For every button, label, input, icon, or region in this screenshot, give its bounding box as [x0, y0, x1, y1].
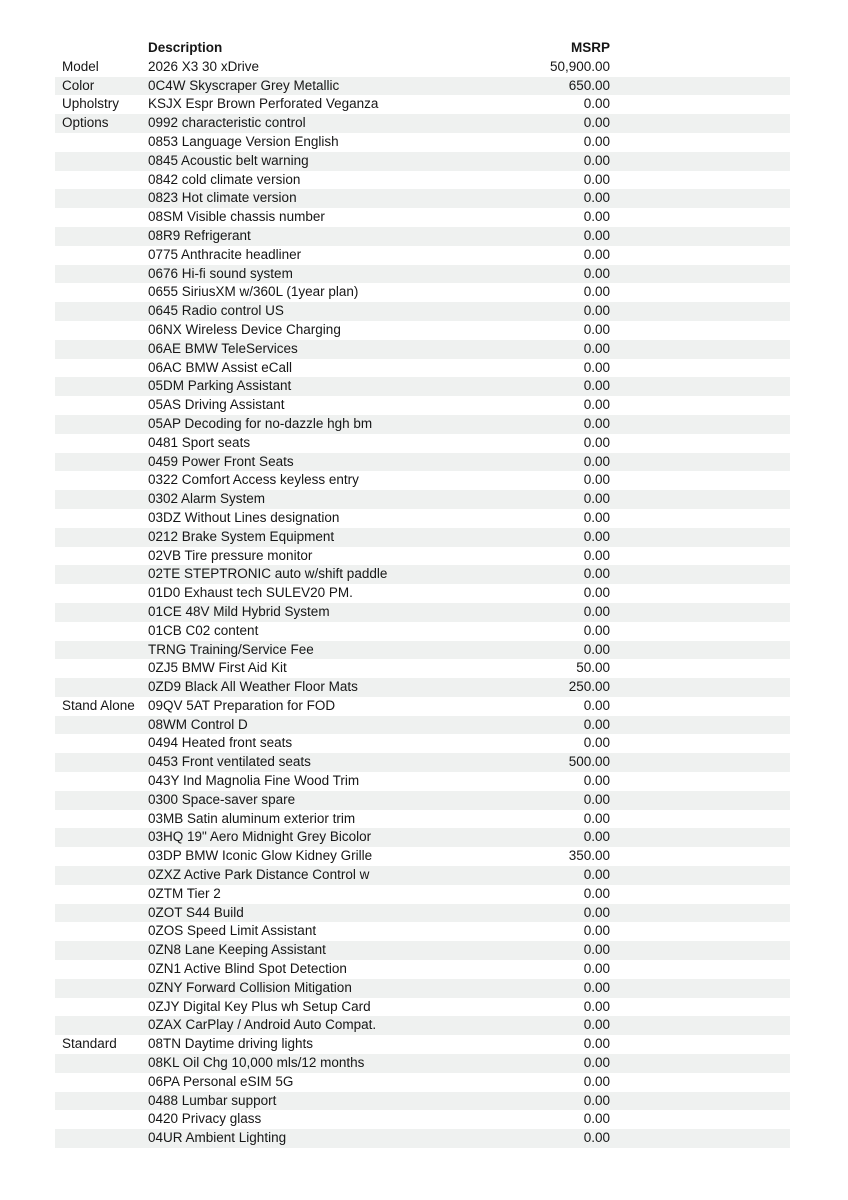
table-row — [55, 415, 790, 434]
table-row — [55, 791, 790, 810]
row-description: 0453 Front ventilated seats — [148, 754, 311, 770]
row-msrp-value: 0.00 — [583, 1130, 610, 1146]
row-msrp-value: 0.00 — [583, 998, 610, 1014]
table-row — [55, 716, 790, 735]
row-msrp-value: 0.00 — [583, 321, 610, 337]
row-description: 06PA Personal eSIM 5G — [148, 1073, 294, 1089]
vehicle-pricing-table — [55, 39, 790, 1148]
table-row — [55, 453, 790, 472]
row-description: 06NX Wireless Device Charging — [148, 321, 341, 337]
row-msrp-value: 0.00 — [583, 979, 610, 995]
table-row — [55, 1092, 790, 1111]
row-msrp-value: 0.00 — [583, 133, 610, 149]
row-description: 08SM Visible chassis number — [148, 209, 325, 225]
row-msrp-value: 500.00 — [568, 754, 610, 770]
table-row — [55, 359, 790, 378]
row-msrp-value: 0.00 — [583, 773, 610, 789]
row-description: 0ZJY Digital Key Plus wh Setup Card — [148, 998, 371, 1014]
table-row — [55, 979, 790, 998]
row-description: 04UR Ambient Lighting — [148, 1130, 287, 1146]
row-category-label: Model — [62, 58, 99, 74]
row-msrp-value: 0.00 — [583, 1036, 610, 1052]
row-msrp-value: 0.00 — [583, 453, 610, 469]
row-description: 0ZTM Tier 2 — [148, 885, 221, 901]
row-msrp-value: 0.00 — [583, 378, 610, 394]
description-column-header: Description — [148, 40, 223, 55]
row-msrp-value: 0.00 — [583, 622, 610, 638]
row-description: 0676 Hi-fi sound system — [148, 265, 293, 281]
row-msrp-value: 0.00 — [583, 1017, 610, 1033]
table-row — [55, 866, 790, 885]
table-row — [55, 697, 790, 716]
table-row — [55, 283, 790, 302]
row-description: 0655 SiriusXM w/360L (1year plan) — [148, 284, 359, 300]
table-row — [55, 753, 790, 772]
row-msrp-value: 0.00 — [583, 867, 610, 883]
row-msrp-value: 0.00 — [583, 547, 610, 563]
row-description: 0ZNY Forward Collision Mitigation — [148, 979, 352, 995]
table-row — [55, 603, 790, 622]
table-row — [55, 490, 790, 509]
row-msrp-value: 0.00 — [583, 791, 610, 807]
row-description: 0853 Language Version English — [148, 133, 339, 149]
row-msrp-value: 0.00 — [583, 904, 610, 920]
table-row — [55, 734, 790, 753]
row-msrp-value: 0.00 — [583, 284, 610, 300]
row-msrp-value: 0.00 — [583, 190, 610, 206]
row-description: 01CB C02 content — [148, 622, 259, 638]
row-msrp-value: 0.00 — [583, 491, 610, 507]
row-category-label: Options — [62, 115, 109, 131]
row-msrp-value: 650.00 — [568, 77, 610, 93]
row-description: 05AS Driving Assistant — [148, 397, 285, 413]
row-msrp-value: 0.00 — [583, 961, 610, 977]
row-msrp-value: 0.00 — [583, 810, 610, 826]
row-msrp-value: 0.00 — [583, 885, 610, 901]
table-row — [55, 208, 790, 227]
table-row — [55, 77, 790, 96]
row-description: 0302 Alarm System — [148, 491, 266, 507]
row-msrp-value: 0.00 — [583, 434, 610, 450]
row-description: 0C4W Skyscraper Grey Metallic — [148, 77, 340, 93]
row-description: 0322 Comfort Access keyless entry — [148, 472, 359, 488]
row-description: 0ZOS Speed Limit Assistant — [148, 923, 317, 939]
table-row — [55, 584, 790, 603]
table-row — [55, 396, 790, 415]
table-row — [55, 246, 790, 265]
row-msrp-value: 0.00 — [583, 641, 610, 657]
table-row — [55, 678, 790, 697]
table-row — [55, 1035, 790, 1054]
table-row — [55, 340, 790, 359]
row-description: 0645 Radio control US — [148, 303, 284, 319]
row-description: 0420 Privacy glass — [148, 1111, 262, 1127]
row-msrp-value: 0.00 — [583, 603, 610, 619]
row-msrp-value: 0.00 — [583, 171, 610, 187]
row-description: 0842 cold climate version — [148, 171, 301, 187]
table-row — [55, 1073, 790, 1092]
table-row — [55, 941, 790, 960]
row-description: 08WM Control D — [148, 716, 248, 732]
row-msrp-value: 0.00 — [583, 415, 610, 431]
msrp-column-header: MSRP — [570, 40, 610, 55]
row-msrp-value: 0.00 — [583, 96, 610, 112]
row-description: 08R9 Refrigerant — [148, 227, 251, 243]
row-description: 0488 Lumbar support — [148, 1092, 277, 1108]
table-row — [55, 189, 790, 208]
table-header-row — [55, 39, 790, 58]
row-msrp-value: 0.00 — [583, 528, 610, 544]
table-row — [55, 58, 790, 77]
table-row — [55, 960, 790, 979]
row-description: 0992 characteristic control — [148, 115, 306, 131]
row-description: 0ZJ5 BMW First Aid Kit — [148, 660, 287, 676]
row-msrp-value: 0.00 — [583, 227, 610, 243]
row-description: 043Y Ind Magnolia Fine Wood Trim — [148, 773, 360, 789]
row-category-label: Color — [62, 77, 95, 93]
row-description: 0481 Sport seats — [148, 434, 251, 450]
row-description: 0300 Space-saver spare — [148, 791, 296, 807]
table-row — [55, 227, 790, 246]
table-row — [55, 641, 790, 660]
row-description: 03HQ 19" Aero Midnight Grey Bicolor — [148, 829, 372, 845]
table-row — [55, 998, 790, 1017]
row-msrp-value: 0.00 — [583, 735, 610, 751]
row-msrp-value: 0.00 — [583, 397, 610, 413]
row-description: KSJX Espr Brown Perforated Veganza — [148, 96, 379, 112]
row-msrp-value: 0.00 — [583, 1055, 610, 1071]
row-msrp-value: 0.00 — [583, 152, 610, 168]
row-description: 2026 X3 30 xDrive — [148, 58, 260, 74]
row-msrp-value: 0.00 — [583, 942, 610, 958]
row-description: 01CE 48V Mild Hybrid System — [148, 603, 330, 619]
row-msrp-value: 0.00 — [583, 340, 610, 356]
row-msrp-value: 0.00 — [583, 265, 610, 281]
row-msrp-value: 0.00 — [583, 472, 610, 488]
row-msrp-value: 0.00 — [583, 1111, 610, 1127]
row-description: 0ZN1 Active Blind Spot Detection — [148, 961, 347, 977]
row-msrp-value: 0.00 — [583, 246, 610, 262]
row-msrp-value: 0.00 — [583, 923, 610, 939]
table-row — [55, 1016, 790, 1035]
table-row — [55, 152, 790, 171]
table-row — [55, 772, 790, 791]
row-description: 0ZN8 Lane Keeping Assistant — [148, 942, 326, 958]
row-msrp-value: 0.00 — [583, 209, 610, 225]
row-msrp-value: 0.00 — [583, 716, 610, 732]
table-row — [55, 133, 790, 152]
row-description: 0775 Anthracite headliner — [148, 246, 302, 262]
row-msrp-value: 250.00 — [568, 679, 610, 695]
row-msrp-value: 350.00 — [568, 848, 610, 864]
table-body — [55, 58, 790, 1148]
row-category-label: Standard — [62, 1036, 117, 1052]
row-msrp-value: 0.00 — [583, 697, 610, 713]
row-description: 0ZOT S44 Build — [148, 904, 244, 920]
row-msrp-value: 0.00 — [583, 566, 610, 582]
row-description: 03MB Satin aluminum exterior trim — [148, 810, 356, 826]
table-row — [55, 321, 790, 340]
row-description: 0212 Brake System Equipment — [148, 528, 335, 544]
row-msrp-value: 0.00 — [583, 585, 610, 601]
row-msrp-value: 0.00 — [583, 303, 610, 319]
row-description: TRNG Training/Service Fee — [148, 641, 314, 657]
table-row — [55, 810, 790, 829]
row-description: 06AE BMW TeleServices — [148, 340, 298, 356]
row-description: 0494 Heated front seats — [148, 735, 293, 751]
row-description: 09QV 5AT Preparation for FOD — [148, 697, 336, 713]
row-description: 03DP BMW Iconic Glow Kidney Grille — [148, 848, 373, 864]
table-row — [55, 509, 790, 528]
row-description: 01D0 Exhaust tech SULEV20 PM. — [148, 585, 353, 601]
row-msrp-value: 0.00 — [583, 359, 610, 375]
table-row — [55, 171, 790, 190]
table-row — [55, 95, 790, 114]
row-description: 0459 Power Front Seats — [148, 453, 294, 469]
row-msrp-value: 50,900.00 — [549, 58, 610, 74]
table-row — [55, 565, 790, 584]
row-description: 05AP Decoding for no-dazzle hgh bm — [148, 415, 373, 431]
table-row — [55, 528, 790, 547]
row-msrp-value: 0.00 — [583, 829, 610, 845]
table-row — [55, 885, 790, 904]
row-msrp-value: 0.00 — [583, 509, 610, 525]
row-description: 0ZAX CarPlay / Android Auto Compat. — [148, 1017, 377, 1033]
row-description: 08TN Daytime driving lights — [148, 1036, 314, 1052]
table-row — [55, 377, 790, 396]
row-msrp-value: 0.00 — [583, 1092, 610, 1108]
row-msrp-value: 50.00 — [576, 660, 610, 676]
row-msrp-value: 0.00 — [583, 1073, 610, 1089]
row-description: 0ZD9 Black All Weather Floor Mats — [148, 679, 358, 695]
row-category-label: Stand Alone — [62, 697, 135, 713]
row-msrp-value: 0.00 — [583, 115, 610, 131]
row-category-label: Upholstry — [62, 96, 120, 112]
table-row — [55, 659, 790, 678]
table-row — [55, 1129, 790, 1148]
table-row — [55, 114, 790, 133]
row-description: 0845 Acoustic belt warning — [148, 152, 309, 168]
table-row — [55, 922, 790, 941]
row-description: 06AC BMW Assist eCall — [148, 359, 293, 375]
table-row — [55, 471, 790, 490]
table-row — [55, 828, 790, 847]
table-row — [55, 265, 790, 284]
row-description: 0823 Hot climate version — [148, 190, 297, 206]
table-row — [55, 622, 790, 641]
table-row — [55, 1110, 790, 1129]
table-row — [55, 904, 790, 923]
table-row — [55, 547, 790, 566]
row-description: 02TE STEPTRONIC auto w/shift paddle — [148, 566, 388, 582]
row-description: 08KL Oil Chg 10,000 mls/12 months — [148, 1055, 365, 1071]
row-description: 03DZ Without Lines designation — [148, 509, 340, 525]
row-description: 0ZXZ Active Park Distance Control w — [148, 867, 370, 883]
row-description: 02VB Tire pressure monitor — [148, 547, 313, 563]
row-description: 05DM Parking Assistant — [148, 378, 292, 394]
table-row — [55, 847, 790, 866]
table-row — [55, 1054, 790, 1073]
table-row — [55, 302, 790, 321]
table-row — [55, 434, 790, 453]
